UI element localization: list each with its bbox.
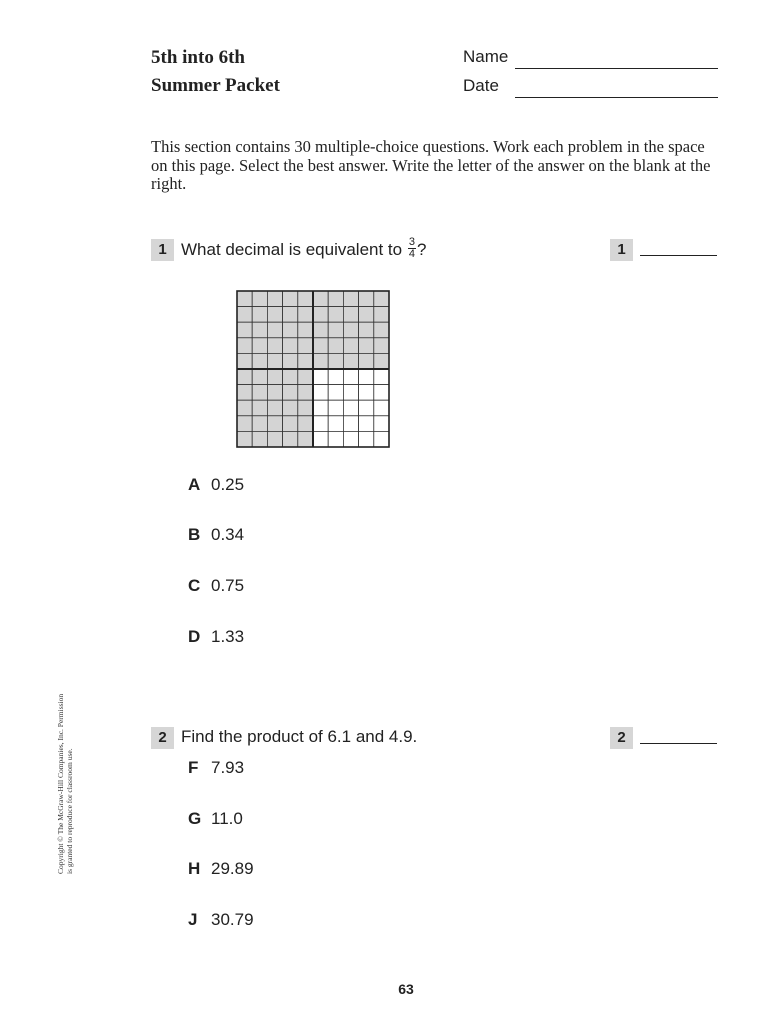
choice-value: 11.0 bbox=[211, 809, 243, 828]
grid-cell-shaded bbox=[374, 338, 389, 354]
grid-cell-unshaded bbox=[313, 416, 328, 432]
choice-value: 29.89 bbox=[211, 859, 254, 878]
grid-cell-shaded bbox=[237, 400, 252, 416]
choice-h[interactable] bbox=[188, 859, 254, 879]
grid-cell-shaded bbox=[298, 291, 313, 307]
grid-cell-shaded bbox=[298, 322, 313, 338]
grid-cell-shaded bbox=[237, 431, 252, 447]
grid-cell-shaded bbox=[283, 385, 298, 401]
answer-1-blank[interactable] bbox=[640, 255, 717, 256]
grid-cell-shaded bbox=[328, 338, 343, 354]
grid-cell-shaded bbox=[237, 338, 252, 354]
grid-cell-unshaded bbox=[343, 385, 358, 401]
choice-value: 1.33 bbox=[211, 627, 245, 646]
grid-cell-shaded bbox=[374, 353, 389, 369]
grid-cell-shaded bbox=[359, 322, 374, 338]
grid-cell-unshaded bbox=[359, 431, 374, 447]
name-label: Name bbox=[463, 47, 509, 66]
question-1-text-before: What decimal is equivalent to bbox=[181, 239, 407, 259]
choice-letter: F bbox=[188, 758, 199, 777]
grid-cell-shaded bbox=[267, 400, 282, 416]
choice-letter: G bbox=[188, 809, 202, 828]
choice-j[interactable] bbox=[188, 910, 254, 930]
grid-cell-shaded bbox=[374, 307, 389, 323]
grid-cell-shaded bbox=[252, 385, 267, 401]
choice-letter: B bbox=[188, 525, 201, 544]
grid-cell-unshaded bbox=[328, 385, 343, 401]
grid-cell-unshaded bbox=[359, 385, 374, 401]
choice-value: 0.75 bbox=[211, 576, 245, 595]
grid-cell-unshaded bbox=[374, 431, 389, 447]
grid-cell-shaded bbox=[328, 353, 343, 369]
choice-letter: D bbox=[188, 627, 201, 646]
grid-cell-shaded bbox=[343, 353, 358, 369]
grid-cell-shaded bbox=[283, 338, 298, 354]
date-blank-line[interactable] bbox=[515, 97, 718, 98]
choice-a[interactable] bbox=[188, 475, 244, 495]
grid-cell-shaded bbox=[298, 431, 313, 447]
grid-cell-shaded bbox=[237, 322, 252, 338]
grid-cell-shaded bbox=[237, 307, 252, 323]
grid-cell-shaded bbox=[298, 385, 313, 401]
grid-cell-shaded bbox=[267, 338, 282, 354]
grid-cell-unshaded bbox=[343, 416, 358, 432]
grid-cell-shaded bbox=[237, 353, 252, 369]
packet-title-line2: Summer Packet bbox=[151, 75, 280, 96]
grid-cell-shaded bbox=[374, 291, 389, 307]
fraction-denominator: 4 bbox=[408, 248, 415, 260]
grid-cell-shaded bbox=[283, 307, 298, 323]
grid-cell-unshaded bbox=[313, 385, 328, 401]
grid-cell-shaded bbox=[313, 291, 328, 307]
grid-cell-unshaded bbox=[328, 400, 343, 416]
answer-2-blank[interactable] bbox=[640, 743, 717, 744]
question-1-text-after: ? bbox=[416, 239, 427, 259]
date-field[interactable] bbox=[463, 72, 718, 98]
name-field[interactable] bbox=[463, 43, 718, 69]
grid-cell-shaded bbox=[298, 416, 313, 432]
grid-cell-shaded bbox=[374, 322, 389, 338]
grid-cell-shaded bbox=[313, 322, 328, 338]
grid-cell-shaded bbox=[252, 431, 267, 447]
grid-cell-unshaded bbox=[343, 369, 358, 385]
grid-cell-unshaded bbox=[343, 431, 358, 447]
grid-cell-shaded bbox=[328, 291, 343, 307]
choice-letter: A bbox=[188, 475, 201, 494]
grid-cell-shaded bbox=[343, 322, 358, 338]
grid-cell-shaded bbox=[283, 353, 298, 369]
copyright-line2: is granted to reproduce for classroom use. bbox=[65, 748, 74, 874]
copyright-notice bbox=[56, 644, 74, 874]
grid-cell-shaded bbox=[313, 307, 328, 323]
grid-cell-shaded bbox=[267, 431, 282, 447]
grid-cell-unshaded bbox=[374, 369, 389, 385]
grid-cell-shaded bbox=[343, 291, 358, 307]
grid-cell-unshaded bbox=[374, 385, 389, 401]
question-2-number-badge: 2 bbox=[151, 727, 174, 749]
choice-letter: J bbox=[188, 910, 198, 929]
instructions-text: This section contains 30 multiple-choice questions. Work each problem in the space on this page. Select the best answer. Write the letter of the answer on the blank at the right. bbox=[151, 137, 711, 193]
grid-cell-shaded bbox=[359, 338, 374, 354]
grid-cell-shaded bbox=[252, 322, 267, 338]
grid-cell-shaded bbox=[237, 416, 252, 432]
grid-cell-unshaded bbox=[328, 416, 343, 432]
grid-cell-shaded bbox=[359, 307, 374, 323]
question-2-text: Find the product of 6.1 and 4.9. bbox=[181, 727, 418, 746]
choice-value: 0.34 bbox=[211, 525, 245, 544]
choice-value: 30.79 bbox=[211, 910, 254, 929]
grid-cell-shaded bbox=[252, 291, 267, 307]
packet-title bbox=[151, 44, 280, 100]
grid-cell-shaded bbox=[313, 338, 328, 354]
grid-cell-shaded bbox=[267, 353, 282, 369]
grid-cell-shaded bbox=[343, 307, 358, 323]
grid-cell-shaded bbox=[283, 431, 298, 447]
grid-cell-unshaded bbox=[328, 369, 343, 385]
grid-cell-shaded bbox=[237, 369, 252, 385]
grid-cell-unshaded bbox=[328, 431, 343, 447]
grid-cell-unshaded bbox=[313, 400, 328, 416]
grid-cell-shaded bbox=[252, 338, 267, 354]
grid-cell-unshaded bbox=[374, 400, 389, 416]
grid-cell-shaded bbox=[283, 400, 298, 416]
grid-cell-shaded bbox=[252, 307, 267, 323]
grid-cell-shaded bbox=[283, 291, 298, 307]
grid-cell-shaded bbox=[252, 353, 267, 369]
grid-cell-shaded bbox=[298, 400, 313, 416]
grid-cell-shaded bbox=[298, 307, 313, 323]
grid-cell-shaded bbox=[283, 369, 298, 385]
name-blank-line[interactable] bbox=[515, 68, 718, 69]
grid-cell-shaded bbox=[283, 322, 298, 338]
answer-2-number-badge: 2 bbox=[610, 727, 633, 749]
grid-cell-unshaded bbox=[343, 400, 358, 416]
hundred-grid bbox=[236, 290, 390, 448]
grid-cell-shaded bbox=[298, 369, 313, 385]
grid-cell-shaded bbox=[298, 338, 313, 354]
grid-cell-shaded bbox=[267, 291, 282, 307]
grid-cell-unshaded bbox=[359, 369, 374, 385]
grid-cell-unshaded bbox=[313, 431, 328, 447]
choice-letter: H bbox=[188, 859, 201, 878]
choice-c[interactable] bbox=[188, 576, 244, 596]
fraction-three-quarters bbox=[408, 237, 416, 260]
grid-cell-shaded bbox=[359, 291, 374, 307]
grid-cell-shaded bbox=[283, 416, 298, 432]
choice-d[interactable] bbox=[188, 627, 244, 647]
choice-f[interactable] bbox=[188, 758, 244, 778]
grid-cell-shaded bbox=[237, 385, 252, 401]
grid-cell-shaded bbox=[298, 353, 313, 369]
grid-cell-shaded bbox=[313, 353, 328, 369]
question-1-text bbox=[181, 236, 427, 262]
choice-letter: C bbox=[188, 576, 201, 595]
choice-b[interactable] bbox=[188, 525, 244, 545]
grid-cell-shaded bbox=[252, 400, 267, 416]
grid-cell-shaded bbox=[328, 307, 343, 323]
grid-cell-shaded bbox=[267, 369, 282, 385]
packet-title-line1: 5th into 6th bbox=[151, 47, 245, 68]
grid-cell-shaded bbox=[237, 291, 252, 307]
choice-g[interactable] bbox=[188, 809, 243, 829]
grid-cell-unshaded bbox=[359, 400, 374, 416]
grid-cell-shaded bbox=[252, 369, 267, 385]
grid-cell-unshaded bbox=[359, 416, 374, 432]
answer-1-number-badge: 1 bbox=[610, 239, 633, 261]
grid-cell-shaded bbox=[252, 416, 267, 432]
question-1-number-badge: 1 bbox=[151, 239, 174, 261]
grid-cell-shaded bbox=[267, 322, 282, 338]
copyright-line1: Copyright © The McGraw-Hill Companies, Inc. Permission bbox=[56, 693, 65, 874]
grid-cell-shaded bbox=[328, 322, 343, 338]
grid-cell-unshaded bbox=[374, 416, 389, 432]
page-number: 63 bbox=[398, 981, 414, 997]
grid-cell-shaded bbox=[267, 307, 282, 323]
grid-cell-shaded bbox=[359, 353, 374, 369]
grid-cell-shaded bbox=[343, 338, 358, 354]
grid-cell-unshaded bbox=[313, 369, 328, 385]
choice-value: 7.93 bbox=[211, 758, 245, 777]
choice-value: 0.25 bbox=[211, 475, 245, 494]
grid-cell-shaded bbox=[267, 385, 282, 401]
fraction-numerator: 3 bbox=[408, 236, 415, 248]
grid-cell-shaded bbox=[267, 416, 282, 432]
date-label: Date bbox=[463, 76, 499, 95]
